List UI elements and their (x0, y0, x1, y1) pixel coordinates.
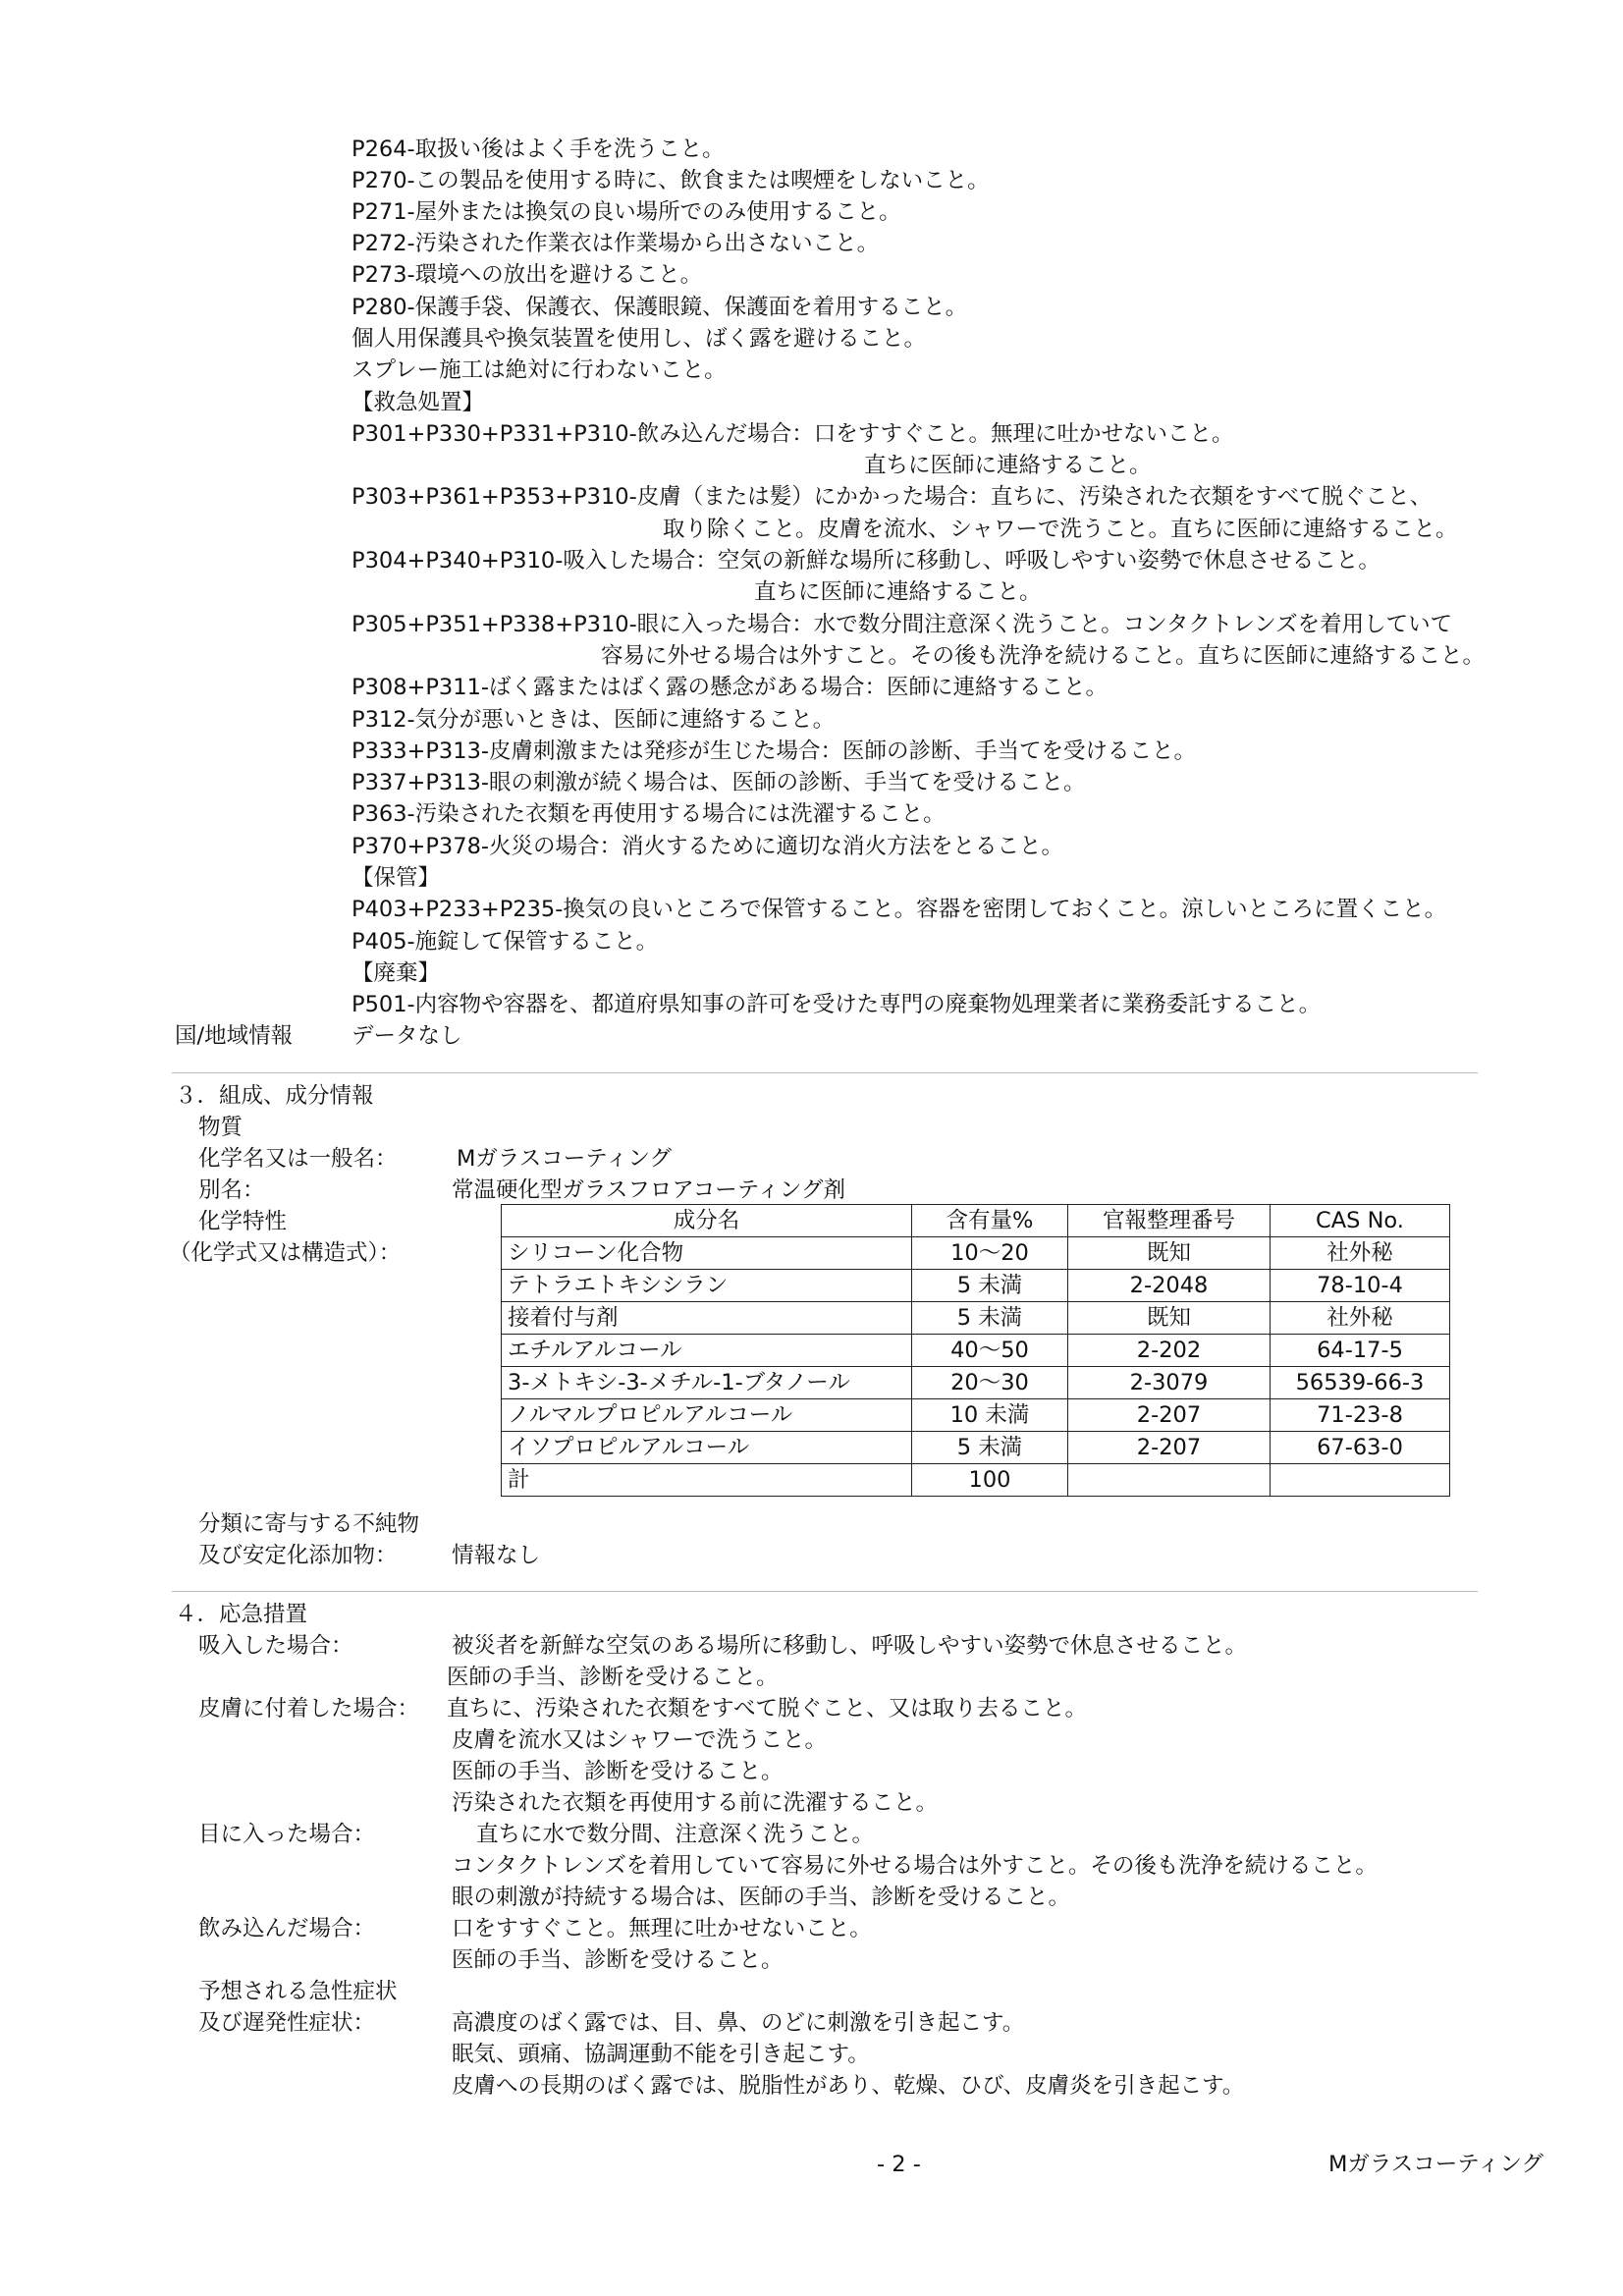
symptom-label: 及び遅発性症状： (198, 2010, 376, 2036)
header-content-percent: 含有量% (912, 1205, 1068, 1237)
table-header-row (502, 1205, 1450, 1237)
region-label: 国/地域情報 (175, 1023, 294, 1049)
skin-line: 皮膚を流水又はシャワーで洗うこと。 (452, 1727, 828, 1753)
footer-product-name: Mガラスコーティング (1328, 2152, 1543, 2177)
cell-component: エチルアルコール (502, 1335, 912, 1367)
section3-heading: ３．組成、成分情報 (175, 1083, 374, 1109)
table-row (502, 1302, 1450, 1335)
cell-gazette: 2-2048 (1068, 1270, 1271, 1302)
cell-cas: 71-23-8 (1271, 1399, 1450, 1432)
cell-component: テトラエトキシシラン (502, 1270, 912, 1302)
precaution-line: P273-環境への放出を避けること。 (352, 262, 703, 288)
swallow-label: 飲み込んだ場合： (198, 1916, 376, 1941)
inhale-line: 被災者を新鮮な空気のある場所に移動し、呼吸しやすい姿勢で休息させること。 (452, 1633, 1248, 1659)
cell-gazette: 2-202 (1068, 1335, 1271, 1367)
cell-cas: 78-10-4 (1271, 1270, 1450, 1302)
cell-content: 20～30 (912, 1367, 1068, 1399)
impurity-value: 情報なし (452, 1543, 541, 1568)
cell-cas: 56539-66-3 (1271, 1367, 1450, 1399)
skin-line: 汚染された衣類を再使用する前に洗濯すること。 (452, 1790, 939, 1816)
cell-content: 5 未満 (912, 1432, 1068, 1464)
cell-component: イソプロピルアルコール (502, 1432, 912, 1464)
symptom-line: 眠気、頭痛、協調運動不能を引き起こす。 (452, 2042, 870, 2067)
cell-component: シリコーン化合物 (502, 1237, 912, 1270)
table-row (502, 1367, 1450, 1399)
cell-content: 5 未満 (912, 1270, 1068, 1302)
storage-line: P405-施錠して保管すること。 (352, 929, 659, 955)
table-row (502, 1270, 1450, 1302)
precaution-line: P271-屋外または換気の良い場所でのみ使用すること。 (352, 199, 901, 225)
table-row (502, 1335, 1450, 1367)
section4-heading: ４．応急措置 (175, 1602, 308, 1627)
first-aid-line: P305+P351+P338+P310-眼に入った場合：水で数分間注意深く洗うこと。コンタクトレンズを着用していて (352, 612, 1453, 637)
cell-cas: 67-63-0 (1271, 1432, 1450, 1464)
table-row (502, 1399, 1450, 1432)
impurity-label: 分類に寄与する不純物 (198, 1511, 420, 1537)
composition-table (501, 1204, 1450, 1497)
skin-line: 医師の手当、診断を受けること。 (452, 1759, 784, 1784)
chem-name-value: Mガラスコーティング (457, 1146, 672, 1172)
section-divider (172, 1591, 1478, 1592)
cell-gazette: 既知 (1068, 1237, 1271, 1270)
storage-line: P403+P233+P235-換気の良いところで保管すること。容器を密閉しておくこと。涼しいところに置くこと。 (352, 897, 1447, 922)
first-aid-line: P312-気分が悪いときは、医師に連絡すること。 (352, 707, 836, 733)
substance-label: 物質 (198, 1115, 243, 1140)
header-cas-number: CAS No. (1271, 1205, 1450, 1237)
disposal-line: P501-内容物や容器を、都道府県知事の許可を受けた専門の廃棄物処理業者に業務委託すること。 (352, 992, 1322, 1017)
cell-content: 10～20 (912, 1237, 1068, 1270)
first-aid-line: P303+P361+P353+P310-皮膚（または髪）にかかった場合：直ちに、汚染された衣類をすべて脱ぐこと、 (352, 484, 1433, 510)
eye-label: 目に入った場合： (198, 1822, 376, 1847)
cell-gazette: 既知 (1068, 1302, 1271, 1335)
precaution-line: 個人用保護具や換気装置を使用し、ばく露を避けること。 (352, 326, 927, 352)
table-row (502, 1432, 1450, 1464)
first-aid-line: 直ちに医師に連絡すること。 (754, 579, 1042, 605)
alias-value: 常温硬化型ガラスフロアコーティング剤 (452, 1177, 845, 1203)
swallow-line: 医師の手当、診断を受けること。 (452, 1947, 784, 1973)
cell-gazette: 2-207 (1068, 1432, 1271, 1464)
page-number: - 2 - (877, 2152, 921, 2177)
symptom-label: 予想される急性症状 (198, 1979, 398, 2004)
storage-heading: 【保管】 (352, 865, 441, 891)
precaution-line: P280-保護手袋、保護衣、保護眼鏡、保護面を着用すること。 (352, 295, 968, 320)
first-aid-line: P333+P313-皮膚刺激または発疹が生じた場合：医師の診断、手当てを受けること。 (352, 738, 1197, 764)
inhale-line: 医師の手当、診断を受けること。 (447, 1665, 779, 1690)
table-total-row (502, 1464, 1450, 1497)
cell-cas: 社外秘 (1271, 1302, 1450, 1335)
first-aid-heading: 【救急処置】 (352, 390, 485, 415)
swallow-line: 口をすすぐこと。無理に吐かせないこと。 (452, 1916, 872, 1941)
first-aid-line: 容易に外せる場合は外すこと。その後も洗浄を続けること。直ちに医師に連絡すること。 (601, 643, 1486, 669)
skin-label: 皮膚に付着した場合： (198, 1696, 420, 1722)
cell-gazette: 2-207 (1068, 1399, 1271, 1432)
first-aid-line: 直ちに医師に連絡すること。 (864, 453, 1152, 478)
first-aid-line: P370+P378-火災の場合：消火するために適切な消火方法をとること。 (352, 834, 1063, 859)
alias-label: 別名： (198, 1177, 265, 1203)
table-row (502, 1237, 1450, 1270)
cell-gazette: 2-3079 (1068, 1367, 1271, 1399)
section-divider (172, 1072, 1478, 1073)
formula-label: （化学式又は構造式）： (169, 1240, 402, 1266)
chem-prop-label: 化学特性 (198, 1209, 288, 1234)
header-component-name: 成分名 (502, 1205, 912, 1237)
cell-content: 10 未満 (912, 1399, 1068, 1432)
cell-content: 5 未満 (912, 1302, 1068, 1335)
cell-total-label: 計 (502, 1464, 912, 1497)
first-aid-line: P301+P330+P331+P310-飲み込んだ場合：口をすすぐこと。無理に吐かせないこと。 (352, 421, 1234, 447)
disposal-heading: 【廃棄】 (352, 960, 441, 986)
cell-empty (1068, 1464, 1271, 1497)
skin-line: 直ちに、汚染された衣類をすべて脱ぐこと、又は取り去ること。 (447, 1696, 1088, 1722)
eye-line: 眼の刺激が持続する場合は、医師の手当、診断を受けること。 (452, 1885, 1071, 1910)
region-value: データなし (352, 1023, 462, 1049)
precaution-line: P270-この製品を使用する時に、飲食または喫煙をしないこと。 (352, 168, 990, 193)
header-gazette-number: 官報整理番号 (1068, 1205, 1271, 1237)
symptom-line: 皮膚への長期のばく露では、脱脂性があり、乾燥、ひび、皮膚炎を引き起こす。 (452, 2073, 1245, 2099)
eye-line: 直ちに水で数分間、注意深く洗うこと。 (476, 1822, 875, 1847)
first-aid-line: P363-汚染された衣類を再使用する場合には洗濯すること。 (352, 801, 946, 827)
first-aid-line: 取り除くこと。皮膚を流水、シャワーで洗うこと。直ちに医師に連絡すること。 (663, 517, 1458, 542)
first-aid-line: P308+P311-ばく露またはばく露の懸念がある場合：医師に連絡すること。 (352, 675, 1109, 700)
precaution-line: スプレー施工は絶対に行わないこと。 (352, 357, 727, 383)
symptom-line: 高濃度のばく露では、目、鼻、のどに刺激を引き起こす。 (452, 2010, 1025, 2036)
first-aid-line: P337+P313-眼の刺激が続く場合は、医師の診断、手当てを受けること。 (352, 770, 1086, 795)
cell-component: ノルマルプロピルアルコール (502, 1399, 912, 1432)
cell-cas: 64-17-5 (1271, 1335, 1450, 1367)
chem-name-label: 化学名又は一般名： (198, 1146, 398, 1172)
cell-component: 接着付与剤 (502, 1302, 912, 1335)
cell-empty (1271, 1464, 1450, 1497)
cell-content: 40～50 (912, 1335, 1068, 1367)
inhale-label: 吸入した場合： (198, 1633, 353, 1659)
precaution-line: P264-取扱い後はよく手を洗うこと。 (352, 137, 725, 162)
eye-line: コンタクトレンズを着用していて容易に外せる場合は外すこと。その後も洗浄を続けること。 (452, 1853, 1378, 1879)
first-aid-line: P304+P340+P310-吸入した場合：空気の新鮮な場所に移動し、呼吸しやすい姿勢で休息させること。 (352, 548, 1380, 574)
impurity-label: 及び安定化添加物： (198, 1543, 398, 1568)
precaution-line: P272-汚染された作業衣は作業場から出さないこと。 (352, 231, 880, 256)
cell-total-value: 100 (912, 1464, 1068, 1497)
cell-component: 3-メトキシ-3-メチル-1-ブタノール (502, 1367, 912, 1399)
cell-cas: 社外秘 (1271, 1237, 1450, 1270)
